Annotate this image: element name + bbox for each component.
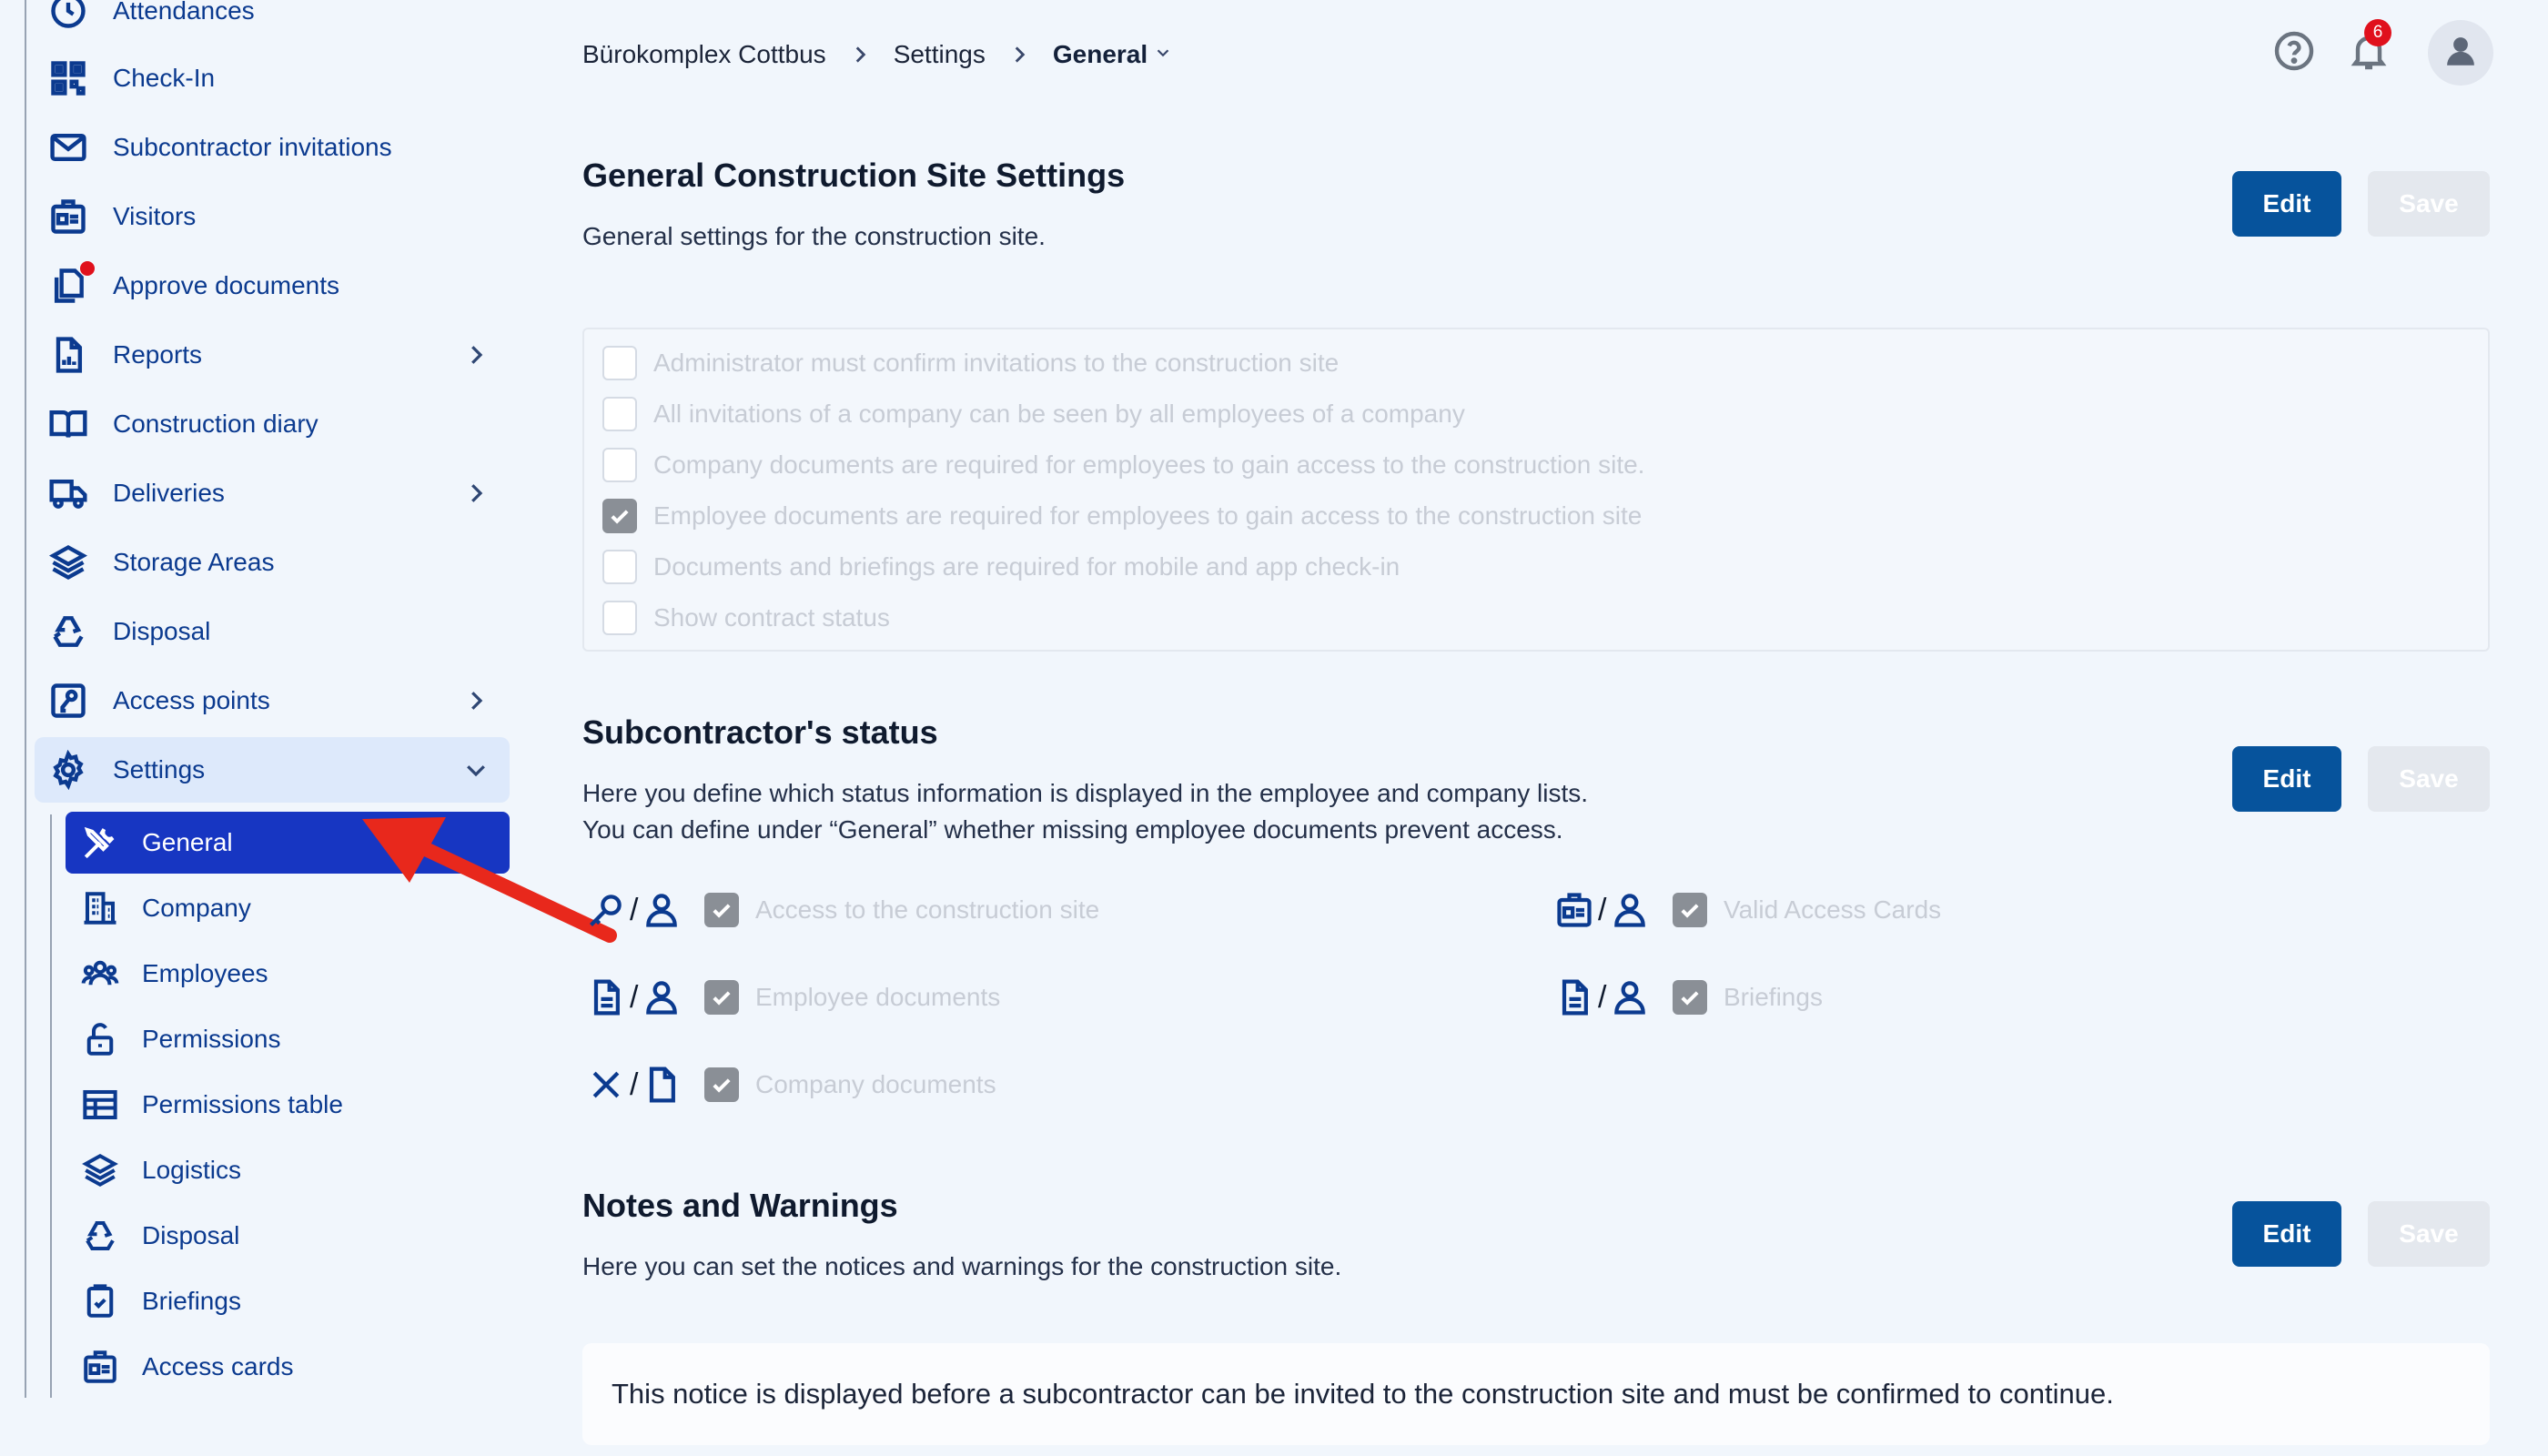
sidebar-subitem-permissions[interactable] [66, 1008, 510, 1070]
chevron-right-icon [1007, 43, 1031, 66]
sidebar-item-label: Reports [113, 340, 203, 369]
checkbox-checked[interactable] [1673, 893, 1707, 927]
building-icon [80, 888, 120, 928]
sidebar-item-label: Subcontractor invitations [113, 133, 392, 161]
slash-separator: / [1598, 892, 1607, 927]
access-point-icon [47, 680, 89, 722]
option-label: Employee documents are required for employees to gain access to the construction site [653, 501, 1643, 530]
sidebar-subitem-label: Employees [142, 959, 268, 987]
checkmark-icon [1677, 985, 1703, 1010]
status-edit-button[interactable]: Edit [2232, 746, 2341, 812]
sidebar-item-check-in[interactable] [35, 46, 510, 111]
sidebar-subitem-label: Logistics [142, 1156, 241, 1184]
avatar[interactable] [2428, 20, 2493, 86]
checkbox-checked[interactable] [704, 1067, 739, 1102]
envelope-icon [47, 126, 89, 168]
sidebar-item-approve-documents[interactable] [35, 253, 510, 318]
documents-icon [47, 265, 89, 307]
option-label: Documents and briefings are required for mobile and app check-in [653, 552, 1400, 581]
sidebar-subitem-label: General [142, 828, 233, 856]
sidebar-item-storage-areas[interactable] [35, 530, 510, 595]
checkmark-icon [709, 985, 734, 1010]
status-briefings [1554, 977, 1823, 1017]
slash-separator: / [1598, 979, 1607, 1015]
option-label: All invitations of a company can be seen by all employees of a company [653, 399, 1465, 428]
notes-warnings-title: Notes and Warnings [582, 1187, 898, 1224]
general-save-button[interactable]: Save [2368, 171, 2490, 237]
sidebar-item-label: Approve documents [113, 271, 340, 299]
notes-save-button[interactable]: Save [2368, 1201, 2490, 1267]
submenu-rail [50, 814, 52, 1398]
general-edit-button[interactable]: Edit [2232, 171, 2341, 237]
person-icon [1610, 890, 1650, 930]
id-card-icon [47, 196, 89, 238]
chevron-down-icon[interactable] [1148, 40, 1173, 69]
option-label: Company documents are required for employees to gain access to the construction site. [653, 450, 1645, 479]
sidebar-item-label: Deliveries [113, 479, 225, 507]
chevron-right-icon [462, 480, 490, 507]
notice-text: This notice is displayed before a subcontractor can be invited to the construction site and must be confirmed to continue. [612, 1378, 2114, 1410]
option-label: Administrator must confirm invitations to the construction site [653, 349, 1340, 377]
checkbox-checked[interactable] [704, 980, 739, 1015]
option-mobile-checkin-documents [602, 550, 1400, 584]
chevron-right-icon [462, 687, 490, 714]
recycle-icon [47, 611, 89, 652]
sidebar-subitem-label: Access cards [142, 1352, 294, 1380]
sidebar-subitem-permissions-table[interactable] [66, 1074, 510, 1136]
notes-warnings-description: Here you can set the notices and warnings for the construction site. [582, 1252, 1342, 1280]
sidebar-subitem-access-cards[interactable] [66, 1336, 510, 1398]
clock-icon [47, 0, 89, 32]
checkmark-icon [1677, 897, 1703, 923]
general-settings-description: General settings for the construction site. [582, 222, 1046, 250]
chevron-down-icon [462, 756, 490, 784]
subcontractor-status-description-1: Here you define which status information is displayed in the employee and company lists. [582, 779, 1589, 807]
table-icon [80, 1085, 120, 1125]
checkbox-checked[interactable] [704, 893, 739, 927]
report-icon [47, 334, 89, 376]
checkbox-checked[interactable] [602, 499, 637, 533]
sidebar-item-deliveries[interactable] [35, 460, 510, 526]
option-employee-documents-required [602, 499, 1642, 533]
sidebar-item-label: Disposal [113, 617, 211, 645]
breadcrumb [582, 35, 1173, 75]
help-icon [2272, 29, 2316, 77]
file-icon [642, 1065, 682, 1105]
sidebar-subitem-label: Company [142, 894, 251, 922]
clipboard-check-icon [80, 1281, 120, 1321]
document-icon [1554, 977, 1594, 1017]
subcontractor-status-title: Subcontractor's status [582, 713, 938, 751]
sidebar [0, 0, 528, 1456]
sidebar-item-label: Settings [113, 755, 206, 784]
sidebar-item-label: Visitors [113, 202, 197, 230]
person-icon [642, 890, 682, 930]
document-icon [586, 977, 626, 1017]
sidebar-item-label: Access points [113, 686, 270, 714]
status-valid-access-cards [1554, 890, 1941, 930]
close-icon [586, 1065, 626, 1105]
option-invitations-visible [602, 397, 1465, 431]
checkbox[interactable] [602, 601, 637, 635]
person-icon [642, 977, 682, 1017]
person-icon [1610, 977, 1650, 1017]
layers-icon [80, 1150, 120, 1190]
sidebar-subitem-label: Permissions table [142, 1090, 343, 1118]
book-icon [47, 403, 89, 445]
sidebar-subitem-label: Permissions [142, 1025, 281, 1053]
sidebar-item-visitors[interactable] [35, 184, 510, 249]
status-employee-documents [586, 977, 1000, 1017]
checkbox[interactable] [602, 550, 637, 584]
sidebar-item-label: Storage Areas [113, 548, 275, 576]
slash-separator: / [630, 892, 639, 927]
sidebar-item-label: Check-In [113, 64, 216, 92]
sidebar-item-construction-diary[interactable] [35, 391, 510, 457]
header-actions [2262, 20, 2493, 86]
notifications-button[interactable] [2337, 21, 2401, 85]
layers-icon [47, 541, 89, 583]
checkmark-icon [709, 897, 734, 923]
option-label: Show contract status [653, 603, 890, 632]
sidebar-item-settings[interactable] [35, 737, 510, 803]
status-label: Access to the construction site [755, 895, 1100, 924]
status-access-site [586, 890, 1099, 930]
notice-text-box [582, 1343, 2490, 1445]
sidebar-subitem-logistics[interactable] [66, 1139, 510, 1201]
breadcrumb-section[interactable]: Settings [893, 40, 986, 68]
chevron-right-icon [848, 43, 872, 66]
checkbox[interactable] [602, 346, 637, 380]
sidebar-item-subcontractor-invitations[interactable] [35, 115, 510, 180]
sidebar-item-reports[interactable] [35, 322, 510, 388]
general-options-panel [582, 328, 2490, 652]
breadcrumb-current[interactable]: General [1052, 40, 1148, 68]
alert-dot [80, 261, 95, 276]
user-icon [2442, 32, 2480, 75]
help-button[interactable] [2262, 21, 2326, 85]
id-card-icon [1554, 890, 1594, 930]
gear-icon [47, 749, 89, 791]
sidebar-subitem-label: Briefings [142, 1287, 241, 1315]
notes-edit-button[interactable]: Edit [2232, 1201, 2341, 1267]
recycle-icon [80, 1216, 120, 1256]
general-settings-title: General Construction Site Settings [582, 157, 1126, 194]
sidebar-subitem-disposal[interactable] [66, 1205, 510, 1267]
truck-icon [47, 472, 89, 514]
tools-icon [80, 823, 120, 863]
checkbox-checked[interactable] [1673, 980, 1707, 1015]
sidebar-subitem-label: Disposal [142, 1221, 240, 1249]
slash-separator: / [630, 979, 639, 1015]
status-save-button[interactable]: Save [2368, 746, 2490, 812]
sidebar-rail [25, 0, 26, 1398]
checkbox[interactable] [602, 448, 637, 482]
sidebar-item-disposal[interactable] [35, 599, 510, 664]
option-show-contract-status [602, 601, 890, 635]
sidebar-item-label: Attendances [113, 0, 255, 25]
id-card-icon [80, 1347, 120, 1387]
checkbox[interactable] [602, 397, 637, 431]
status-label: Employee documents [755, 983, 1001, 1011]
users-icon [80, 954, 120, 994]
sidebar-item-access-points[interactable] [35, 668, 510, 733]
notification-count-badge: 6 [2364, 19, 2391, 46]
breadcrumb-site[interactable]: Bürokomplex Cottbus [582, 40, 826, 68]
status-label: Valid Access Cards [1724, 895, 1942, 924]
checkmark-icon [607, 503, 632, 529]
slash-separator: / [630, 1067, 639, 1102]
qr-code-icon [47, 57, 89, 99]
checkmark-icon [709, 1072, 734, 1097]
status-label: Company documents [755, 1070, 996, 1098]
status-label: Briefings [1724, 983, 1823, 1011]
unlock-icon [80, 1019, 120, 1059]
sidebar-item-attendances[interactable] [35, 0, 510, 44]
sidebar-item-label: Construction diary [113, 410, 318, 438]
sidebar-subitem-briefings[interactable] [66, 1270, 510, 1332]
option-admin-confirm [602, 346, 1339, 380]
chevron-right-icon [462, 341, 490, 369]
subcontractor-status-description-2: You can define under “General” whether missing employee documents prevent access. [582, 815, 1563, 844]
option-company-documents-required [602, 448, 1644, 482]
key-icon [586, 890, 626, 930]
status-company-documents [586, 1065, 996, 1105]
